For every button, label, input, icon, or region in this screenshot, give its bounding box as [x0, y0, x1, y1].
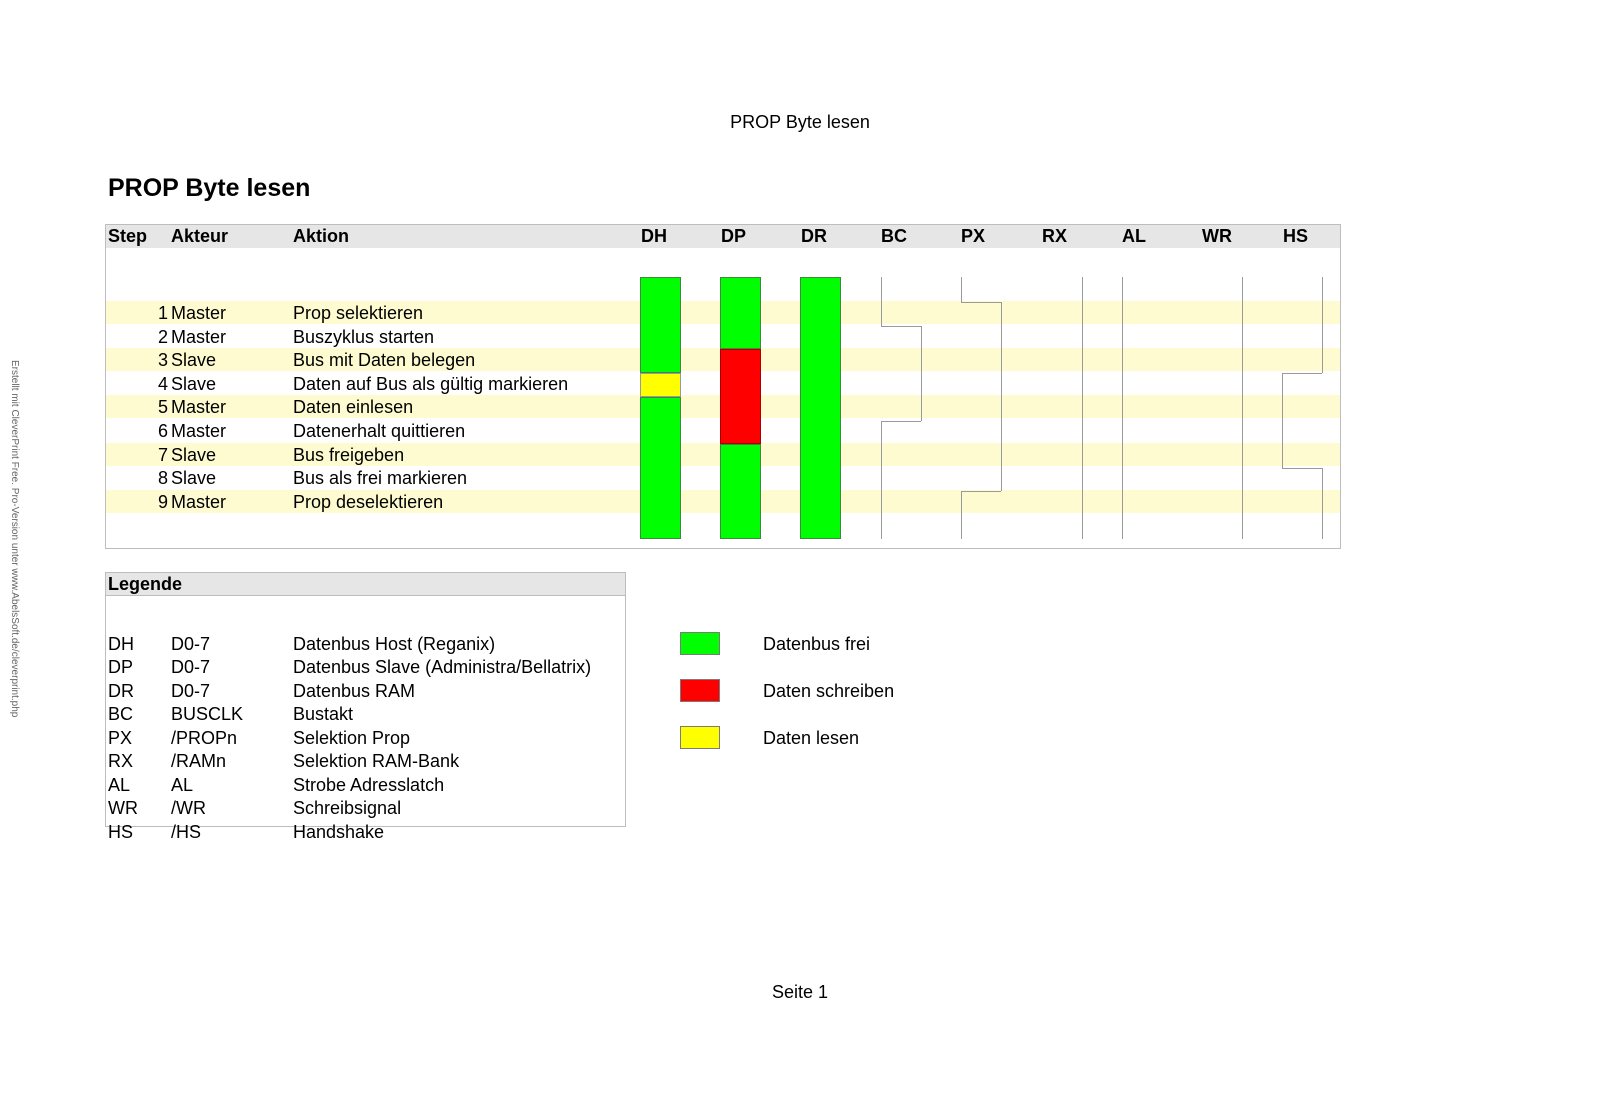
column-header-akteur: Akteur [171, 226, 229, 246]
dh-bus-free [640, 277, 681, 373]
column-header-wr: WR [1202, 226, 1232, 246]
dp-bus-free [720, 444, 761, 539]
row-step: 2 [157, 327, 168, 347]
rx-signal-trace [1082, 277, 1083, 539]
legend-signal: /HS [171, 822, 202, 842]
px-signal-trace [961, 491, 1001, 492]
px-signal-trace [1001, 302, 1002, 491]
px-signal-trace [961, 491, 962, 539]
column-header-rx: RX [1042, 226, 1068, 246]
row-step: 4 [157, 374, 168, 394]
hs-signal-trace [1322, 468, 1323, 539]
px-signal-trace [961, 277, 962, 302]
al-signal-trace [1122, 277, 1123, 539]
row-akteur: Slave [171, 445, 217, 465]
legend-signal: AL [171, 775, 194, 795]
color-legend-label: Datenbus frei [763, 634, 871, 654]
legend-desc: Datenbus Host (Reganix) [293, 634, 496, 654]
row-aktion: Bus mit Daten belegen [293, 350, 476, 370]
bc-signal-trace [881, 421, 921, 422]
legend-abbr: PX [108, 728, 133, 748]
row-aktion: Bus als frei markieren [293, 468, 468, 488]
legend-signal: D0-7 [171, 657, 211, 677]
legend-signal: /PROPn [171, 728, 238, 748]
row-step: 3 [157, 350, 168, 370]
page-number: Seite 1 [771, 982, 829, 1002]
column-header-step: Step [108, 226, 148, 246]
legend-signal: BUSCLK [171, 704, 244, 724]
hs-signal-trace [1282, 373, 1283, 468]
legend-desc: Handshake [293, 822, 385, 842]
row-aktion: Prop deselektieren [293, 492, 444, 512]
row-step: 1 [157, 303, 168, 323]
bc-signal-trace [921, 326, 922, 421]
color-legend-label: Daten schreiben [763, 681, 895, 701]
row-akteur: Master [171, 397, 227, 417]
row-akteur: Master [171, 327, 227, 347]
legend-desc: Schreibsignal [293, 798, 402, 818]
row-aktion: Buszyklus starten [293, 327, 435, 347]
legend-signal: D0-7 [171, 681, 211, 701]
legend-abbr: DR [108, 681, 134, 701]
column-header-dr: DR [801, 226, 827, 246]
legend-desc: Datenbus Slave (Administra/Bellatrix) [293, 657, 592, 677]
swatch-daten-schreiben [680, 679, 720, 702]
hs-signal-trace [1282, 468, 1322, 469]
row-aktion: Datenerhalt quittieren [293, 421, 466, 441]
column-header-aktion: Aktion [293, 226, 349, 246]
row-aktion: Prop selektieren [293, 303, 424, 323]
legend-title: Legende [108, 574, 183, 594]
dh-bus-free [640, 397, 681, 539]
legend-abbr: DP [108, 657, 134, 677]
dr-bus-free [800, 277, 841, 539]
document-title: PROP Byte lesen [108, 174, 311, 202]
column-header-hs: HS [1283, 226, 1309, 246]
row-step: 5 [157, 397, 168, 417]
column-header-px: PX [961, 226, 986, 246]
legend-abbr: HS [108, 822, 134, 842]
legend-desc: Selektion RAM-Bank [293, 751, 460, 771]
legend-abbr: WR [108, 798, 138, 818]
page-header [0, 0, 1600, 107]
row-akteur: Slave [171, 350, 217, 370]
bc-signal-trace [881, 421, 882, 539]
header-title: PROP Byte lesen [730, 112, 870, 132]
hs-signal-trace [1322, 277, 1323, 373]
row-step: 6 [157, 421, 168, 441]
legend-desc: Bustakt [293, 704, 354, 724]
color-legend-label: Daten lesen [763, 728, 860, 748]
dh-bus-read [640, 373, 681, 397]
row-aktion: Bus freigeben [293, 445, 405, 465]
row-step: 7 [157, 445, 168, 465]
column-header-al: AL [1122, 226, 1146, 246]
legend-abbr: AL [108, 775, 131, 795]
column-header-dh: DH [641, 226, 667, 246]
column-header-dp: DP [721, 226, 747, 246]
row-akteur: Master [171, 303, 227, 323]
row-aktion: Daten auf Bus als gültig markieren [293, 374, 569, 394]
legend-header-row [106, 573, 625, 596]
legend-abbr: DH [108, 634, 134, 654]
legend-abbr: RX [108, 751, 134, 771]
swatch-datenbus-frei [680, 632, 720, 655]
legend-signal: /WR [171, 798, 206, 818]
legend-signal: /RAMn [171, 751, 227, 771]
row-akteur: Master [171, 421, 227, 441]
dp-bus-free [720, 277, 761, 349]
legend-desc: Strobe Adresslatch [293, 775, 445, 795]
row-akteur: Slave [171, 374, 217, 394]
bc-signal-trace [881, 277, 882, 326]
legend-signal: D0-7 [171, 634, 211, 654]
row-akteur: Slave [171, 468, 217, 488]
px-signal-trace [961, 302, 1001, 303]
hs-signal-trace [1282, 373, 1322, 374]
creator-note: Erstellt mit CleverPrint Free. Pro-Version unter www.AbelsSoft.de/cleverprint.php [9, 360, 20, 718]
legend-desc: Datenbus RAM [293, 681, 416, 701]
wr-signal-trace [1242, 277, 1243, 539]
dp-bus-write [720, 349, 761, 444]
swatch-daten-lesen [680, 726, 720, 749]
column-header-bc: BC [881, 226, 907, 246]
row-step: 9 [157, 492, 168, 512]
legend-desc: Selektion Prop [293, 728, 411, 748]
row-akteur: Master [171, 492, 227, 512]
row-step: 8 [157, 468, 168, 488]
row-aktion: Daten einlesen [293, 397, 414, 417]
legend-abbr: BC [108, 704, 134, 724]
bc-signal-trace [881, 326, 921, 327]
